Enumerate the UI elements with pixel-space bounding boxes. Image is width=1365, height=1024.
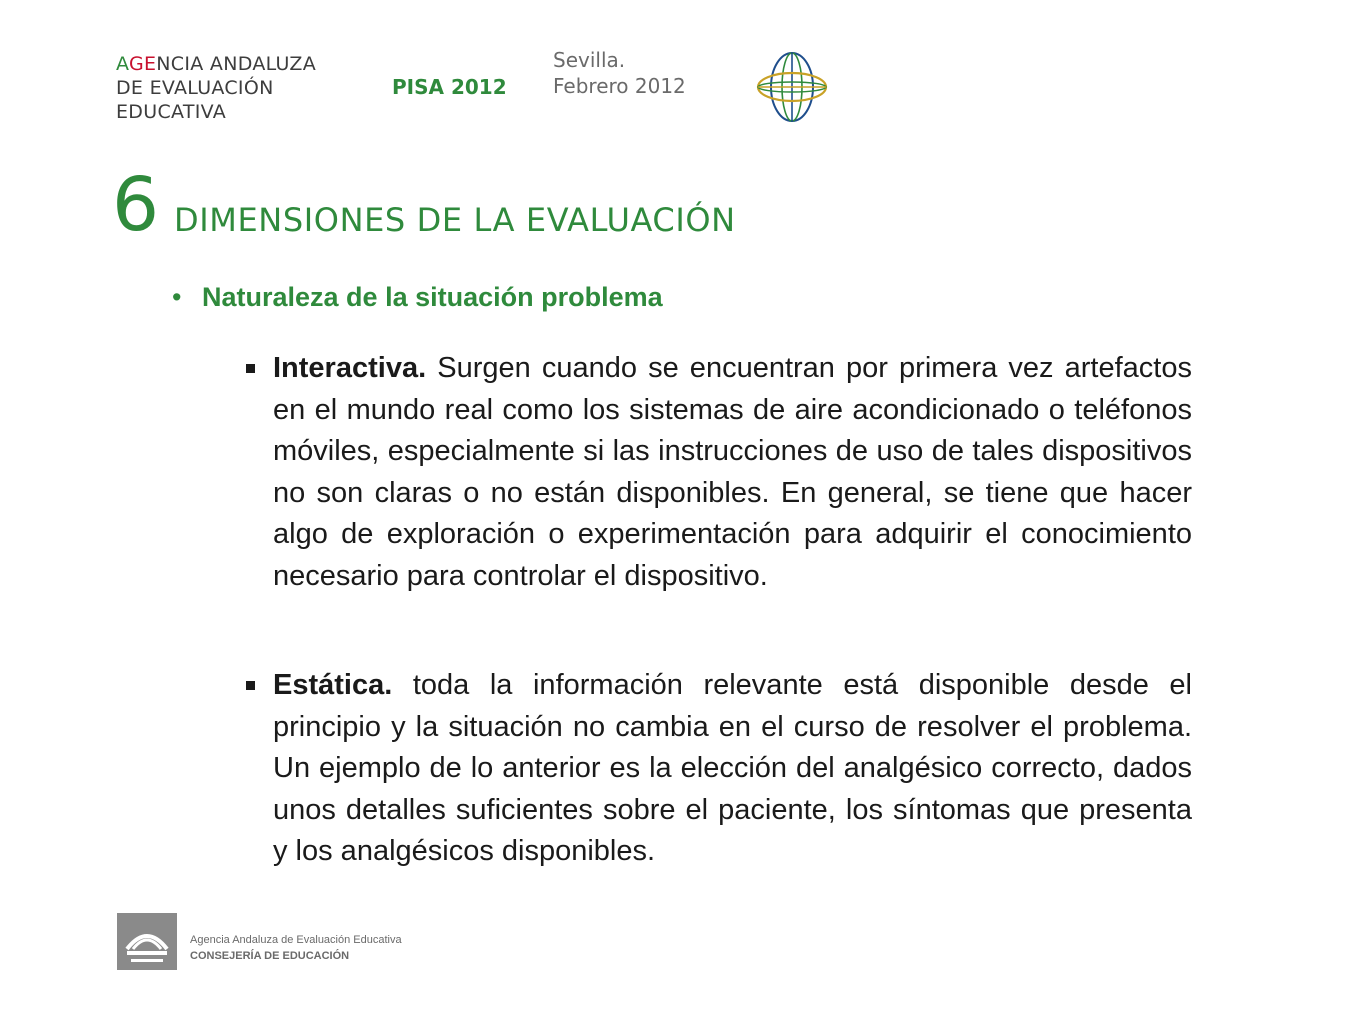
junta-andalucia-logo-icon bbox=[117, 913, 177, 970]
list-item-interactiva bbox=[246, 348, 1192, 597]
list-item-term: Interactiva. bbox=[273, 352, 427, 384]
topic-heading bbox=[172, 280, 663, 314]
agency-name bbox=[116, 52, 316, 124]
list-item-text: Surgen cuando se encuentran por primera vez artefactos en el mundo real como los sistemas de aire acondicionado o teléfonos móviles, especialmente si las instrucciones de uso de tales dispositivos no son claras o no están disponibles. En general, se tiene que hacer algo de exploración o experimentación para adquirir el conocimiento necesario para controlar el dispositivo. bbox=[273, 352, 1192, 592]
event-city: Sevilla. bbox=[553, 48, 626, 72]
list-item-body bbox=[273, 348, 1192, 597]
globe-logo-icon bbox=[755, 50, 830, 125]
list-item-body bbox=[273, 665, 1192, 873]
agency-name-line-1: AGENCIA ANDALUZA bbox=[116, 53, 317, 75]
square-bullet-icon bbox=[246, 681, 255, 690]
list-item-estatica bbox=[246, 665, 1192, 873]
square-bullet-icon bbox=[246, 364, 255, 373]
section-title: DIMENSIONES DE LA EVALUACIÓN bbox=[174, 201, 736, 239]
footer-ministry-name: CONSEJERÍA DE EDUCACIÓN bbox=[190, 950, 350, 962]
agency-name-line-2: DE EVALUACIÓN bbox=[116, 77, 274, 99]
event-month: Febrero 2012 bbox=[553, 74, 686, 98]
topic-bullet-icon: • bbox=[172, 282, 182, 312]
agency-name-line-3: EDUCATIVA bbox=[116, 101, 227, 123]
list-item-term: Estática. bbox=[273, 669, 393, 701]
section-number: 6 bbox=[112, 162, 160, 248]
topic-text: Naturaleza de la situación problema bbox=[202, 282, 663, 312]
event-date bbox=[553, 47, 686, 99]
list-item-text: toda la información relevante está disponible desde el principio y la situación no cambia en el curso de resolver el problema. Un ejemplo de lo anterior es la elección del analgésico correcto, dados unos detalles suficientes sobre el paciente, los síntomas que presenta y los analgésicos disponibles. bbox=[273, 669, 1192, 867]
pisa-label: PISA 2012 bbox=[392, 75, 507, 99]
footer-agency-name: Agencia Andaluza de Evaluación Educativa bbox=[190, 934, 402, 946]
